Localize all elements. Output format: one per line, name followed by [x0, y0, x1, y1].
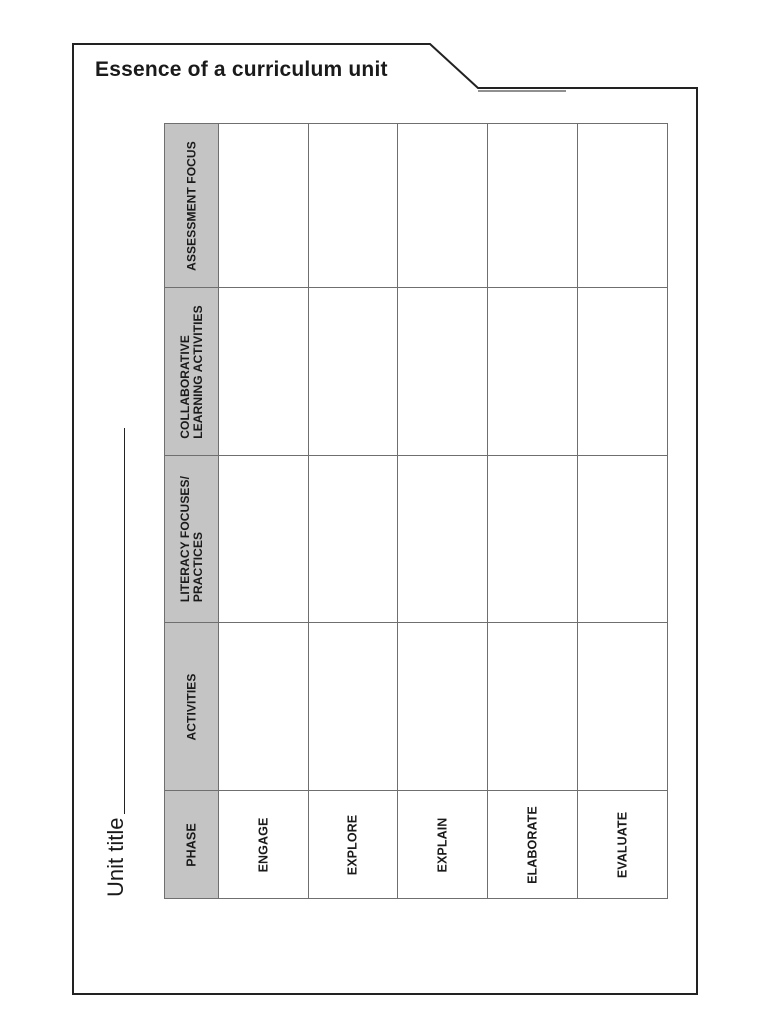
table-cell[interactable] — [398, 456, 488, 623]
table-cell[interactable] — [578, 124, 668, 288]
row-header-label: PHASE — [184, 822, 198, 867]
table-row-activities — [165, 623, 668, 791]
row-header-collaborative-learning — [165, 288, 219, 456]
table-cell[interactable] — [488, 623, 578, 791]
phase-label: ELABORATE — [525, 805, 539, 884]
table-row-phase — [165, 791, 668, 899]
table-cell[interactable] — [219, 288, 309, 456]
unit-title-line[interactable] — [124, 428, 125, 814]
phase-label: EXPLORE — [345, 814, 360, 875]
table-cell[interactable] — [309, 456, 398, 623]
table-cell[interactable] — [309, 124, 398, 288]
phase-cell-elaborate — [488, 791, 578, 899]
table-cell[interactable] — [219, 124, 309, 288]
phase-cell-evaluate — [578, 791, 668, 899]
row-header-assessment-focus — [165, 124, 219, 288]
table-row-collaborative-learning — [165, 288, 668, 456]
phase-label: EXPLAIN — [435, 817, 449, 872]
table-cell[interactable] — [488, 288, 578, 456]
row-header-literacy-focuses — [165, 456, 219, 623]
row-header-phase — [165, 791, 219, 899]
row-header-label: ACTIVITIES — [184, 672, 198, 741]
table-row-assessment-focus — [165, 124, 668, 288]
table-cell[interactable] — [398, 288, 488, 456]
table-cell[interactable] — [578, 456, 668, 623]
row-header-label: ASSESSMENT FOCUS — [184, 140, 198, 271]
unit-title-label: Unit title — [103, 817, 128, 897]
page-title: Essence of a curriculum unit — [95, 58, 388, 81]
table-cell[interactable] — [219, 623, 309, 791]
table-cell[interactable] — [309, 288, 398, 456]
phase-label: EVALUATE — [615, 811, 629, 878]
curriculum-table — [164, 123, 668, 899]
table-cell[interactable] — [578, 623, 668, 791]
table-row-literacy-focuses — [165, 456, 668, 623]
table-cell[interactable] — [488, 124, 578, 288]
table-cell[interactable] — [398, 623, 488, 791]
table-cell[interactable] — [488, 456, 578, 623]
table-cell[interactable] — [398, 124, 488, 288]
row-header-activities — [165, 623, 219, 791]
phase-cell-explain — [398, 791, 488, 899]
table-cell[interactable] — [578, 288, 668, 456]
table-cell[interactable] — [219, 456, 309, 623]
row-header-label: COLLABORATIVE LEARNING ACTIVITIES — [177, 304, 205, 439]
row-header-label: LITERACY FOCUSES/ PRACTICES — [177, 475, 205, 603]
phase-cell-engage — [219, 791, 309, 899]
table-cell[interactable] — [309, 623, 398, 791]
phase-cell-explore — [309, 791, 398, 899]
phase-label: ENGAGE — [256, 817, 270, 872]
